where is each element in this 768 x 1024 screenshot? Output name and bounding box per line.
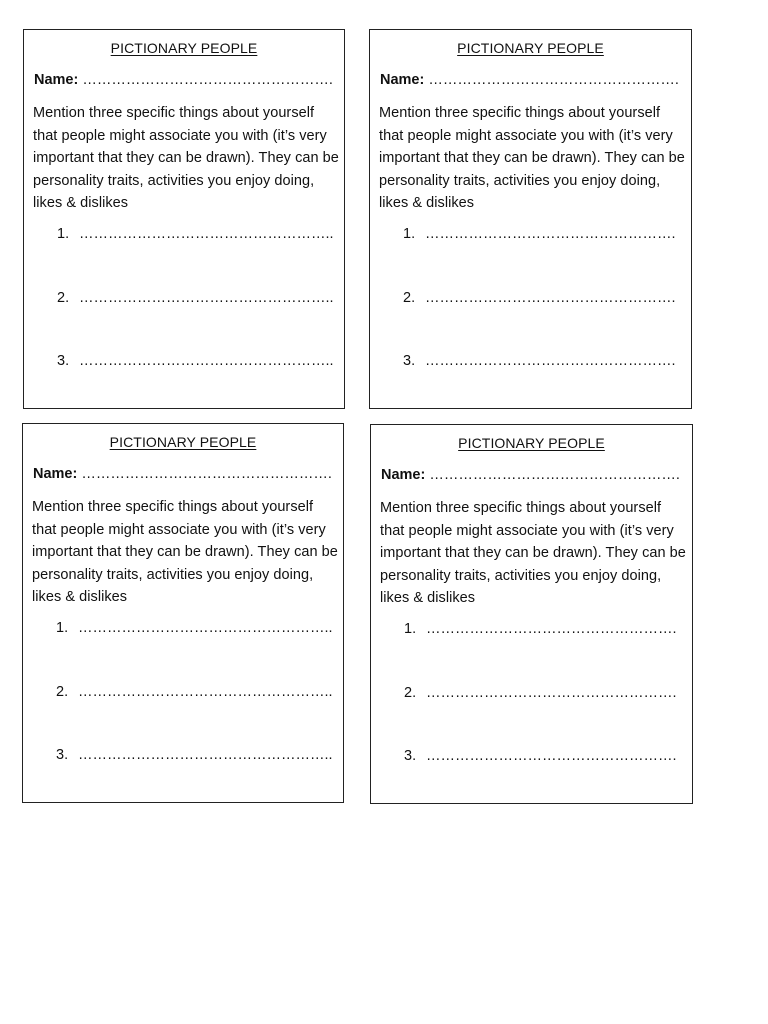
list-number: 1. [404, 621, 417, 637]
list-item-3 [56, 747, 333, 763]
list-number: 1. [57, 226, 70, 242]
list-blank: ……………………………………………. [425, 226, 676, 242]
list-item-2 [404, 685, 677, 701]
list-blank: ……………………………………………. [426, 685, 677, 701]
list-number: 3. [403, 353, 416, 369]
name-label: Name: [381, 467, 426, 483]
list-blank: ……………………………………………. [425, 290, 676, 306]
instructions-text: Mention three specific things about yourself that people might associate you with (it’s very important that they can be drawn). They can be personality traits, activities you enjoy doing, likes & dislikes [379, 105, 685, 211]
name-label: Name: [380, 72, 425, 88]
card-title: PICTIONARY PEOPLE [457, 40, 604, 56]
list-number: 3. [404, 748, 417, 764]
list-item-1 [56, 620, 333, 636]
instructions-text: Mention three specific things about yourself that people might associate you with (it’s very important that they can be drawn). They can be personality traits, activities you enjoy doing, likes & dislikes [33, 105, 339, 211]
list-number: 2. [56, 684, 69, 700]
card-title: PICTIONARY PEOPLE [458, 435, 605, 451]
list-item-3 [404, 748, 677, 764]
list-item-1 [403, 226, 676, 242]
name-blank: ……………………………………………. [82, 72, 333, 88]
list-blank: ……………………………………………. [426, 621, 677, 637]
name-blank: ……………………………………………. [429, 467, 680, 483]
list-item-2 [57, 290, 334, 306]
list-item-1 [404, 621, 677, 637]
list-item-3 [57, 353, 334, 369]
list-item-2 [56, 684, 333, 700]
list-number: 2. [404, 685, 417, 701]
name-label: Name: [33, 466, 78, 482]
name-field [34, 72, 333, 88]
list-item-1 [57, 226, 334, 242]
name-field [33, 466, 332, 482]
list-blank: ……………………………………………. [425, 353, 676, 369]
list-number: 1. [56, 620, 69, 636]
list-blank: …………………………………………….. [78, 747, 333, 763]
card-title: PICTIONARY PEOPLE [110, 40, 258, 56]
name-blank: ……………………………………………. [81, 466, 332, 482]
list-number: 1. [403, 226, 416, 242]
pictionary-card-2 [369, 29, 692, 409]
list-number: 3. [57, 353, 70, 369]
list-blank: …………………………………………….. [78, 620, 333, 636]
list-blank: …………………………………………….. [79, 353, 334, 369]
list-item-3 [403, 353, 676, 369]
list-blank: ……………………………………………. [426, 748, 677, 764]
instructions-text: Mention three specific things about yourself that people might associate you with (it’s very important that they can be drawn). They can be personality traits, activities you enjoy doing, likes & dislikes [380, 500, 686, 606]
list-blank: …………………………………………….. [79, 226, 334, 242]
list-blank: …………………………………………….. [79, 290, 334, 306]
list-blank: …………………………………………….. [78, 684, 333, 700]
list-number: 2. [57, 290, 70, 306]
pictionary-card-1 [23, 29, 345, 409]
name-blank: ……………………………………………. [428, 72, 679, 88]
list-item-2 [403, 290, 676, 306]
pictionary-card-4 [370, 424, 693, 804]
card-title: PICTIONARY PEOPLE [109, 434, 257, 450]
name-field [380, 72, 679, 88]
list-number: 3. [56, 747, 69, 763]
instructions-text: Mention three specific things about yourself that people might associate you with (it’s very important that they can be drawn). They can be personality traits, activities you enjoy doing, likes & dislikes [32, 499, 338, 605]
name-field [381, 467, 680, 483]
name-label: Name: [34, 72, 79, 88]
pictionary-card-3 [22, 423, 344, 803]
list-number: 2. [403, 290, 416, 306]
